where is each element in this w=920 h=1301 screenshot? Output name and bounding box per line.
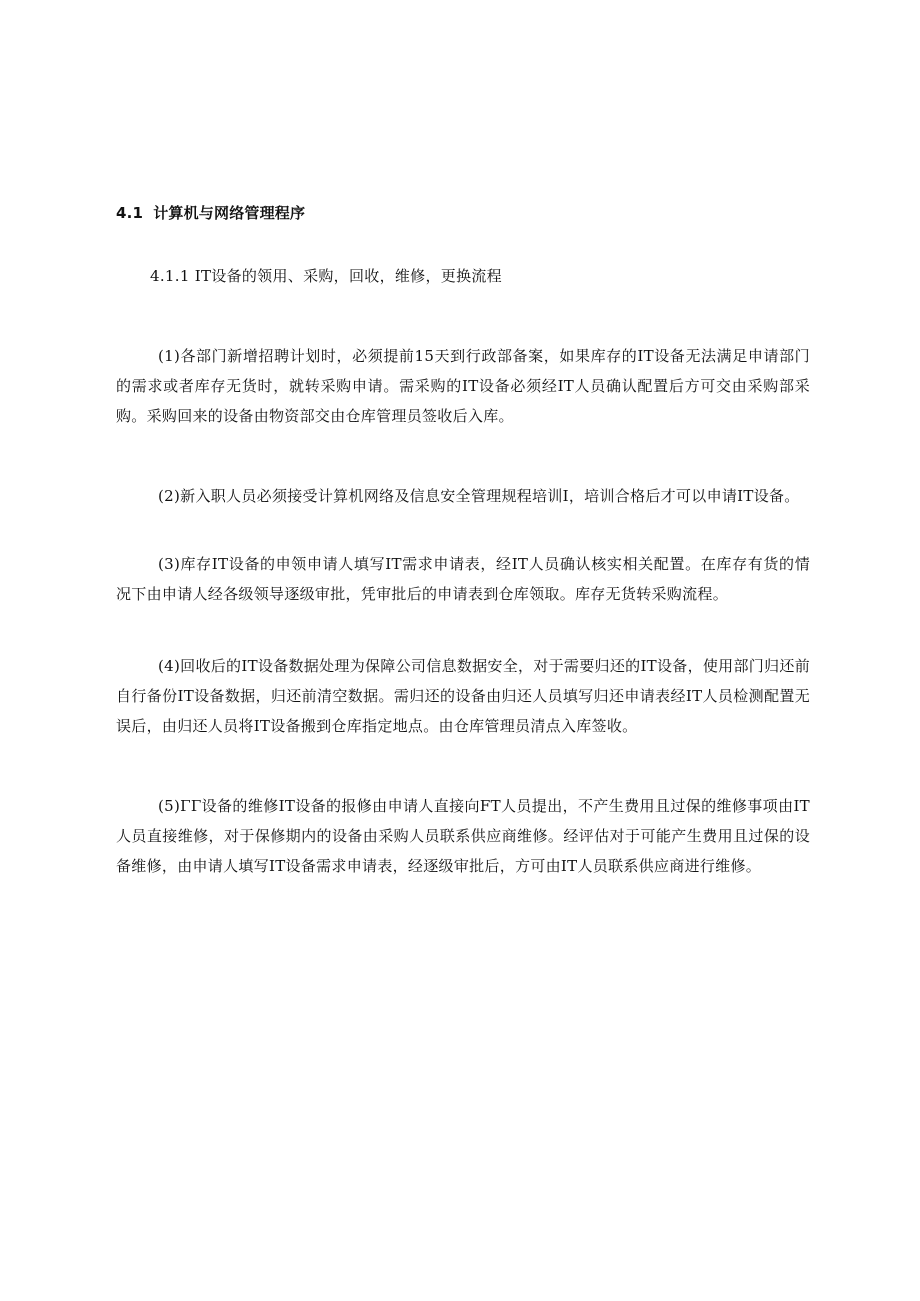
section-title-text: 计算机与网络管理程序 — [153, 204, 306, 222]
paragraph-2: (2)新入职人员必须接受计算机网络及信息安全管理规程培训I，培训合格后才可以申请IT设备。 — [158, 487, 800, 505]
paragraph-4: (4)回收后的IT设备数据处理为保障公司信息数据安全，对于需要归还的IT设备，使用部门归还前自行备份IT设备数据，归还前清空数据。需归还的设备由归还人员填写归还申请表经IT人员检测配置无误后，由归还人员将IT设备搬到仓库指定地点。由仓库管理员清点入库签收。 — [116, 657, 810, 735]
paragraph-1: (1)各部门新增招聘计划时，必须提前15天到行政部备案，如果库存的IT设备无法满足申请部门的需求或者库存无货时，就转采购申请。需采购的IT设备必须经IT人员确认配置后方可交由采购部采购。采购回来的设备由物资部交由仓库管理员签收后入库。 — [116, 347, 810, 425]
paragraph-5: (5)ΓΓ设备的维修IT设备的报修由申请人直接向FT人员提出，不产生费用且过保的维修事项由IT人员直接维修，对于保修期内的设备由采购人员联系供应商维修。经评估对于可能产生费用且过保的设备维修，由申请人填写IT设备需求申请表，经逐级审批后，方可由IT人员联系供应商进行维修。 — [116, 797, 810, 875]
section-heading — [116, 202, 305, 223]
section-number: 4.1 — [116, 204, 144, 222]
paragraph-3: (3)库存IT设备的申领申请人填写IT需求申请表，经IT人员确认核实相关配置。在库存有货的情况下由申请人经各级领导逐级审批，凭审批后的申请表到仓库领取。库存无货转采购流程。 — [116, 555, 810, 603]
subsection-heading: 4.1.1 IT设备的领用、采购，回收，维修，更换流程 — [150, 267, 502, 285]
